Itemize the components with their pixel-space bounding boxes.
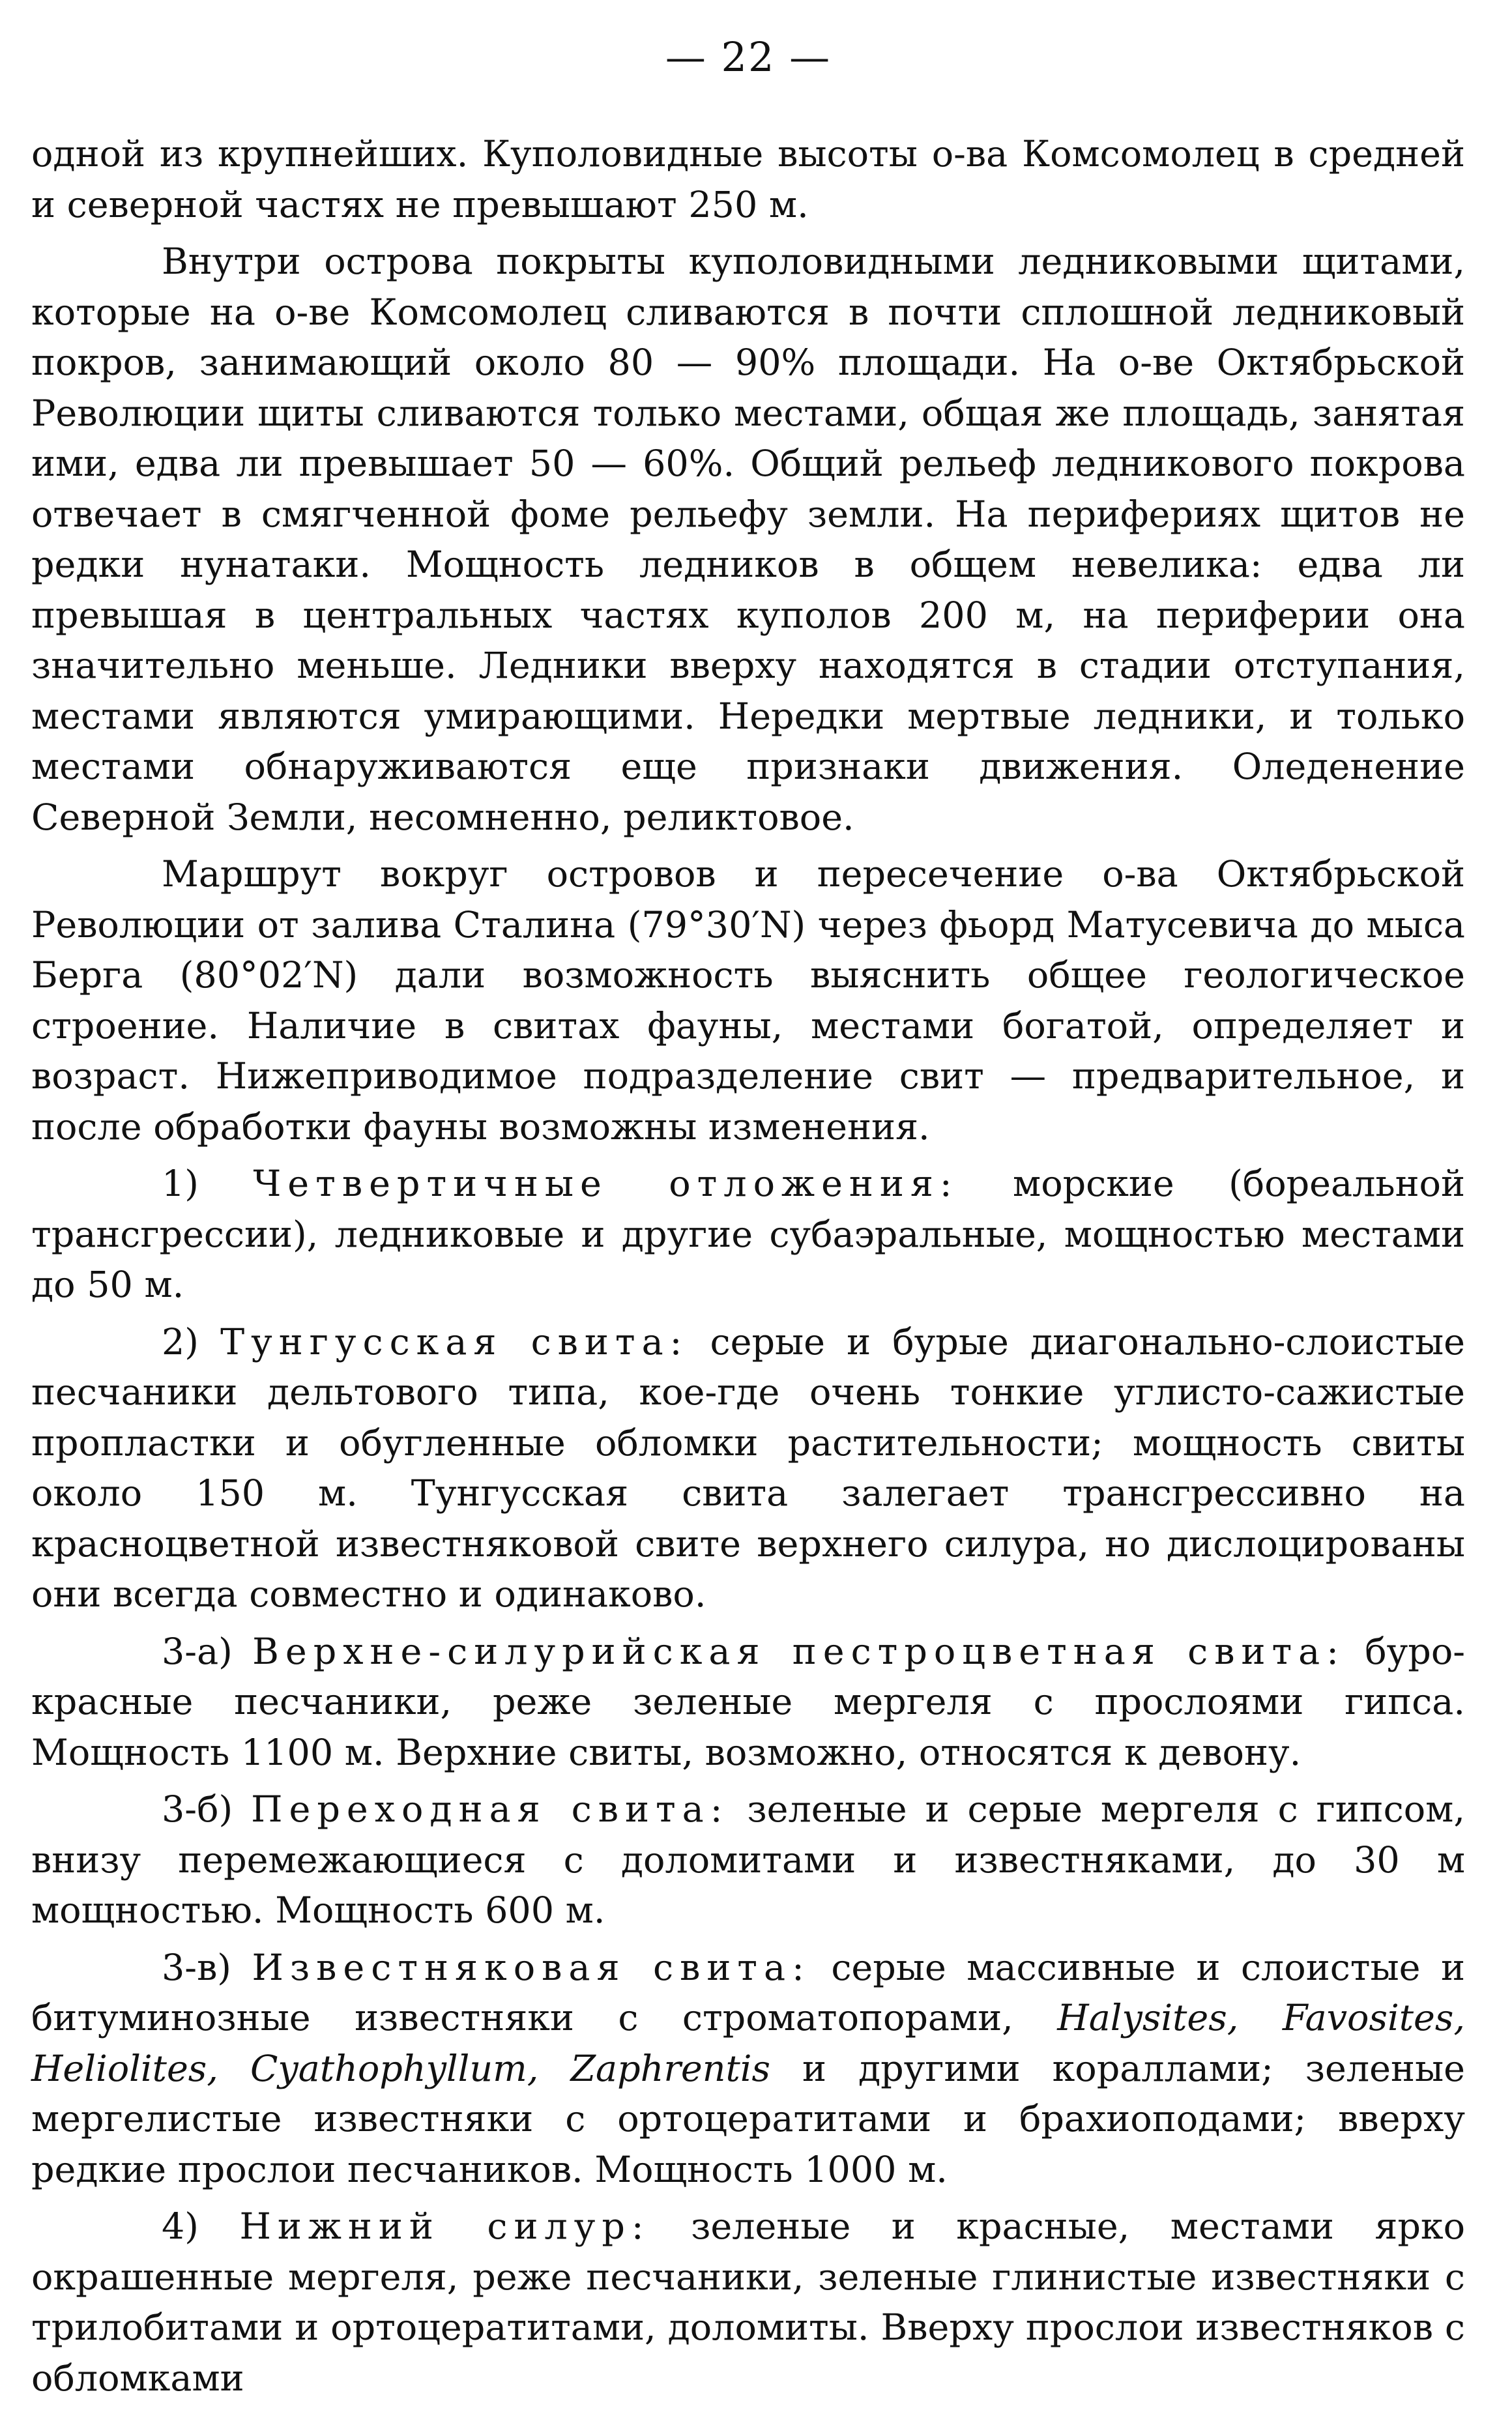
item-term: Четвертичные отложения: (253, 1163, 959, 1205)
item-text: серые массивные и слоистые и битуминозные известняки с строматопорами, (31, 1946, 1465, 2039)
item-term: Тунгусская свита: (220, 1320, 689, 1363)
item-text: серые и бурые диагонально-слоистые песчаники дельтового типа, кое-где очень тонкие углисто-сажистые пропластки и обугленные обломки растительности; мощность свиты около 150 м. Тунгусская свита залегает трансгрессивно на красноцветной известняковой свите верхнего силура, но дислоцированы они всегда совместно и одинаково. (31, 1320, 1465, 1616)
item-text: и другими кораллами; зеленые мергелистые известняки с ортоцератитами и брахиоподами; вверху редкие прослои песчаников. Мощность 1000 м. (31, 2047, 1465, 2191)
document-page (31, 31, 1465, 2410)
item-number: 4) (162, 2205, 199, 2248)
item-number: 3-в) (162, 1946, 231, 1989)
paragraph-glaciers: Внутри острова покрыты куполовидными ледниковыми щитами, которые на о-ве Комсомолец сливаются в почти сплошной ледниковый покров, занимающий около 80 — 90% площади. На о-ве Октябрьской Революции щиты сливаются только местами, общая же площадь, занятая ими, едва ли превышает 50 — 60%. Общий рельеф ледникового покрова отвечает в смягченной фоме рельефу земли. На перифериях щитов не редки нунатаки. Мощность ледников в общем невелика: едва ли превышая в центральных частях куполов 200 м, на периферии она значительно меньше. Ледники вверху находятся в стадии отступания, местами являются умирающими. Нередки мертвые ледники, и только местами обнаруживаются еще признаки движения. Оледенение Северной Земли, несомненно, реликтовое. (31, 240, 1465, 839)
item-number: 3-б) (162, 1788, 233, 1831)
genus-name: Cyathophyllum, (250, 2047, 539, 2090)
item-text: зеленые и красные, местами ярко окрашенные мергеля, реже песчаники, зеленые глинистые известняки с трилобитами и ортоцератитами, доломиты. Вверху прослои известняков с обломками (31, 2205, 1465, 2400)
list-item-tunguska (31, 1317, 1465, 1620)
item-text: буро-красные песчаники, реже зеленые мергеля с прослоями гипса. Мощность 1100 м. Верхние свиты, возможно, относятся к девону. (31, 1630, 1465, 1774)
list-item-transitional (31, 1784, 1465, 1936)
item-text: зеленые и серые мергеля с гипсом, внизу перемежающиеся с доломитами и известняками, до 30 м мощностью. Мощность 600 м. (31, 1788, 1465, 1932)
genus-name: Zaphrentis (570, 2047, 771, 2090)
item-text: морские (бореальной трансгрессии), ледниковые и другие субаэральные, мощностью местами до 50 м. (31, 1163, 1465, 1306)
item-term: Известняковая свита: (252, 1946, 811, 1989)
item-term: Нижний силур: (239, 2205, 650, 2248)
genus-name: Halysites, (1057, 1997, 1239, 2039)
list-item-upper-silurian (31, 1627, 1465, 1778)
item-number: 2) (162, 1320, 199, 1363)
item-number: 3-а) (162, 1630, 233, 1673)
paragraph-route: Маршрут вокруг островов и пересечение о-ва Октябрьской Революции от залива Сталина (79°30′N) через фьорд Матусевича до мыса Берга (80°02′N) дали возможность выяснить общее геологическое строение. Наличие в свитах фауны, местами богатой, определяет и возраст. Нижеприводимое подразделение свит — предварительное, и после обработки фауны возможны изменения. (31, 853, 1465, 1148)
genus-name: Favosites, (1282, 1997, 1465, 2039)
list-item-limestone (31, 1943, 1465, 2196)
item-number: 1) (162, 1163, 199, 1205)
paragraph-continuation: одной из крупнейших. Куполовидные высоты о-ва Комсомолец в средней и северной частях не превышают 250 м. (31, 133, 1465, 226)
list-item-quaternary (31, 1159, 1465, 1311)
genus-name: Heliolites, (31, 2047, 218, 2090)
item-term: Верхне-силурийская пестроцветная свита: (252, 1630, 1345, 1673)
item-term: Переходная свита: (251, 1788, 729, 1831)
list-item-lower-silurian (31, 2201, 1465, 2403)
page-number: — 22 — (665, 33, 832, 81)
